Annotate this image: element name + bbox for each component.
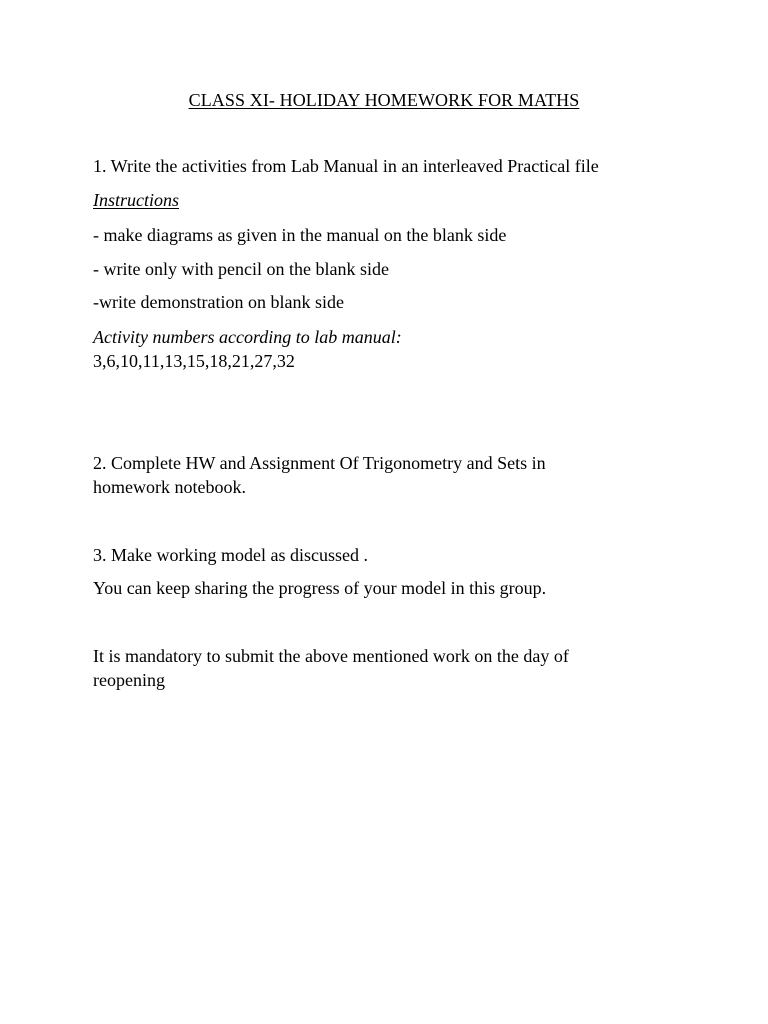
instructions-heading: Instructions [93, 190, 180, 210]
item-3-text: 3. Make working model as discussed . [93, 545, 368, 565]
item-2-line-1: 2. Complete HW and Assignment Of Trigonometry and Sets in [93, 453, 546, 473]
activity-numbers-label: Activity numbers according to lab manual: [93, 327, 402, 347]
item-3-note: You can keep sharing the progress of your model in this group. [93, 578, 547, 598]
instruction-line: -write demonstration on blank side [93, 292, 344, 312]
item-2-line-2: homework notebook. [93, 477, 246, 497]
document-title: CLASS XI- HOLIDAY HOMEWORK FOR MATHS [188, 90, 580, 110]
activity-numbers: 3,6,10,11,13,15,18,21,27,32 [93, 351, 295, 371]
item-1-text: 1. Write the activities from Lab Manual in an interleaved Practical file [93, 156, 599, 176]
closing-line-1: It is mandatory to submit the above mentioned work on the day of [93, 646, 569, 666]
instruction-line: - make diagrams as given in the manual on the blank side [93, 225, 507, 245]
closing-line-2: reopening [93, 670, 165, 690]
instruction-line: - write only with pencil on the blank side [93, 259, 389, 279]
